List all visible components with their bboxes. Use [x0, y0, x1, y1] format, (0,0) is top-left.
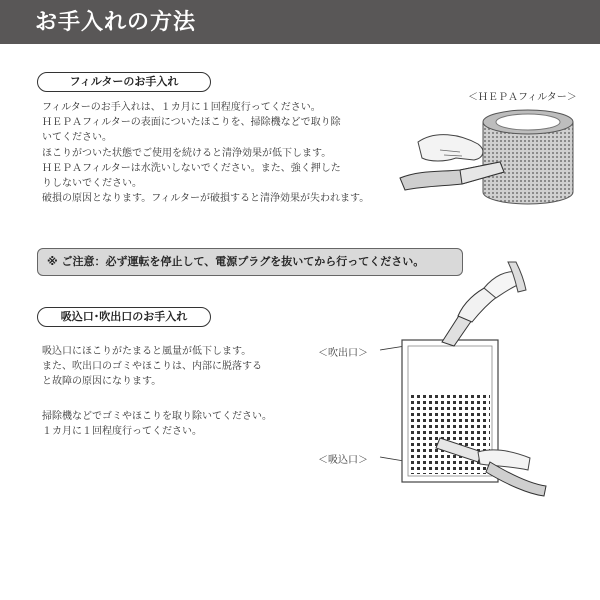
vent-line-5: １カ月に１回程度行ってください。: [42, 426, 202, 438]
vent-section-heading: 吸込口･吹出口のお手入れ: [37, 307, 211, 327]
vent-paragraph-1: [42, 344, 262, 390]
filter-line-4: ほこりがついた状態でご使用を続けると清浄効果が低下します。: [42, 147, 332, 159]
filter-instructions: [42, 100, 369, 206]
vent-line-2: また、吹出口のゴミやほこりは、内部に脱落する: [42, 361, 262, 373]
vent-paragraph-2: [42, 409, 272, 439]
filter-line-1: フィルターのお手入れは、１カ月に１回程度行ってください。: [42, 102, 321, 113]
filter-line-5: ＨＥＰＡフィルターは水洗いしないでください。また、強く押した: [42, 162, 341, 174]
filter-line-6: りしないでください。: [42, 178, 142, 190]
vent-line-3: と故障の原因になります。: [42, 376, 162, 388]
filter-line-7: 破損の原因となります。フィルターが破損すると清浄効果が失われます。: [42, 193, 370, 205]
filter-line-2: ＨＥＰＡフィルターの表面についたほこりを、掃除機などで取り除: [42, 117, 341, 129]
outlet-label: ＜吹出口＞: [318, 348, 368, 359]
hepa-filter-illustration: [400, 100, 600, 230]
page-title: お手入れの方法: [35, 10, 197, 35]
air-purifier-illustration: [380, 262, 580, 502]
hepa-filter-label: ＜ＨＥＰＡフィルター＞: [468, 92, 577, 103]
inlet-label: ＜吸込口＞: [318, 455, 368, 466]
header-bar: [0, 0, 600, 44]
vent-line-4: 掃除機などでゴミやほこりを取り除いてください。: [42, 411, 272, 422]
filter-section-heading: フィルターのお手入れ: [37, 72, 211, 92]
filter-line-3: いてください。: [42, 132, 112, 144]
vent-line-1: 吸込口にほこりがたまると風量が低下します。: [42, 346, 252, 357]
caution-notice: ※ ご注意：必ず運転を停止して、電源プラグを抜いてから行ってください。: [37, 248, 463, 276]
